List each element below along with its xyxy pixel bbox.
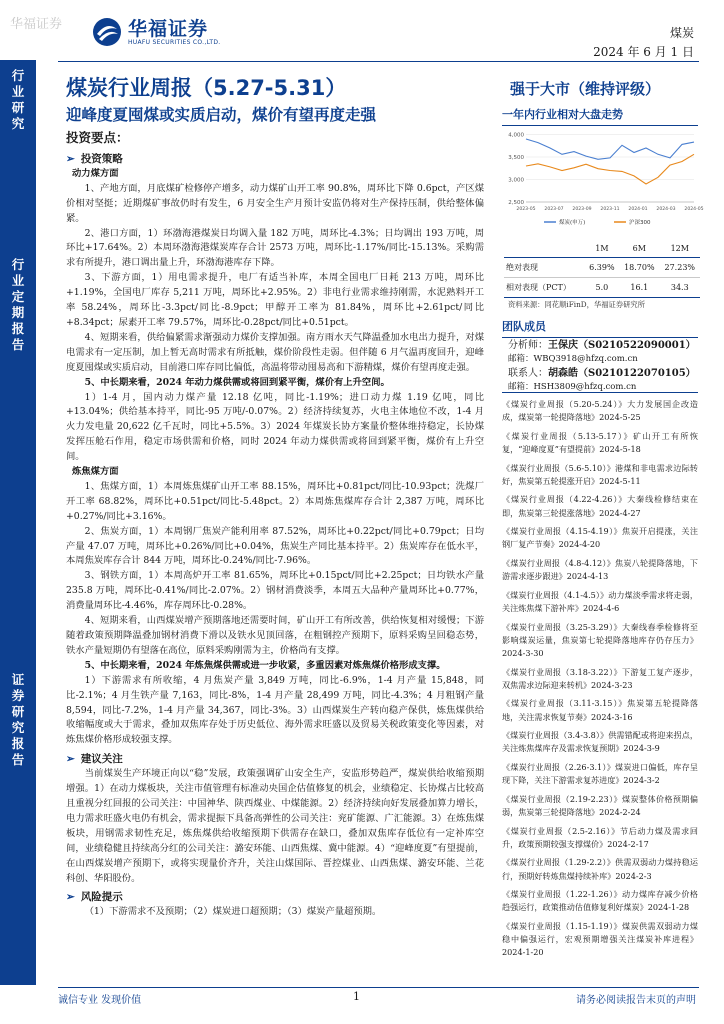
related-report-item[interactable]: 《煤炭行业周报（2.26-3.1）》煤炭进口偏低，库存呈现下降，关注下游需求复苏进度》2024-3-2: [502, 761, 698, 786]
analyst-email[interactable]: 邮箱：WBQ3918@hfzq.com.cn: [508, 354, 638, 364]
table-header-cell: 1M: [585, 240, 619, 258]
main-body: [66, 148, 484, 920]
performance-table: [504, 240, 700, 298]
sidebar-text: 行业研究: [11, 68, 25, 131]
related-report-item[interactable]: 《煤炭行业周报（3.25-3.29）》大秦线春季检修将至影响煤炭运量，焦炭第七轮提降落地库存仍存压力》2024-3-30: [502, 621, 698, 658]
related-report-item[interactable]: 《煤炭行业周报（3.11-3.15）》焦炭第五轮提降落地，关注需求恢复节奏》2024-3-16: [502, 698, 698, 722]
paragraph: 1、焦煤方面，1）本周炼焦煤矿山开工率 88.15%，周环比+0.81pct/同比-10.93pct；洗煤厂开工率 68.82%，周环比+0.51pct/同比-5.48pct。2）本周炼焦煤库存合计 2,387 万吨，周环比+0.27%/同比+3.16%。: [66, 480, 484, 522]
subsection-heading: 炼焦煤方面: [72, 466, 119, 478]
table-header-cell: 6M: [619, 240, 659, 258]
related-report-item[interactable]: 《煤炭行业周报（2.19-2.23）》煤炭整体价格预期偏弱，焦炭第三轮提降落地》2024-2-24: [502, 793, 698, 817]
sector-label: 煤炭: [669, 26, 694, 40]
analyst-name: 王保庆（S0210522090001）: [548, 340, 696, 351]
paragraph: 3、下游方面，1）用电需求提升，电厂有适当补库，本周全国电厂日耗 213 万吨，周环比+1.19%，全国电厂库存 5,211 万吨，周环比+2.95%。2）非电行业需求维持刚需，水泥熟料开工率 58.24%，周环比-3.3pct/同比-8.9pct；甲醇开工率为 81.84%，周环比+2.61pct/同比+8.34pct；尿素开工率 79.57%，周环比-0.28pct/同比+0.51pct。: [66, 272, 484, 328]
paragraph: 1）下游需求有所收缩，4 月焦炭产量 3,849 万吨，同比-6.9%，1-4 月产量 15,848，同比-2.1%；4 月生铁产量 7,163，同比-8%，1-4 月产量 28,499 万吨，同比-4.3%；4 月粗钢产量 8,594，同比-7.2%，1-4 月产量 34,367，同比-3%。3）山西煤炭生产转向稳产保供，炼焦煤供给收缩幅度或大于需求，叠加双焦库存处于历史低位、海外需求旺盛以及贸易关税政策变化等因素，对炼焦煤价格形成较强支撑。: [66, 674, 484, 746]
contact-label: 联系人：: [508, 368, 548, 379]
company-logo: [92, 17, 221, 47]
section-title: 投资策略: [80, 153, 123, 165]
left-sidebar: [0, 60, 36, 985]
report-title: 煤炭行业周报（5.27-5.31）: [66, 76, 347, 100]
sidebar-label-industry-research: [0, 68, 36, 132]
contact-line: [508, 364, 696, 379]
x-tick-label: 2024-01: [628, 207, 648, 212]
related-reports-list: [502, 398, 698, 965]
arrow-icon: ➢: [66, 753, 75, 766]
table-cell: 34.3: [660, 278, 700, 298]
table-row-label: 绝对表现: [504, 258, 585, 278]
sidebar-text: 证券研究报告: [11, 672, 25, 767]
report-subtitle: 迎峰度夏囤煤或实质启动，煤价有望再度走强: [66, 106, 377, 124]
analyst-label: 分析师：: [508, 340, 548, 351]
related-report-item[interactable]: 《煤炭行业周报（4.8-4.12）》焦炭八轮提降落地，下游需求逐步跟进》2024-4-13: [502, 557, 698, 582]
paragraph: 4、短期来看，山西煤炭增产预期落地还需要时间，矿山开工有所改善，供给恢复相对缓慢；下游随着政策预期降温叠加钢材消费下滑以及铁水见顶回落，在粗钢控产预期下，原料采购呈回稳态势，铁水产量短期仍有望落在高位，原料采购刚需为主，价格尚有支撑。: [66, 615, 484, 656]
footer-disclaimer: 请务必阅读报告末页的声明: [576, 995, 696, 1006]
brand-name-en: HUAFU SECURITIES CO.,LTD.: [128, 38, 221, 46]
related-report-item[interactable]: 《煤炭行业周报（3.4-3.8）》供需错配或将迎来拐点，关注炼焦煤库存及需求恢复预期》2024-3-9: [502, 730, 698, 754]
table-cell: 5.0: [585, 278, 619, 298]
team-title: 团队成员: [502, 318, 698, 338]
page-number: 1: [353, 990, 360, 1003]
logo-icon: [92, 17, 122, 47]
contact-email[interactable]: 邮箱：HSH3809@hfzq.com.cn: [508, 382, 637, 392]
invest-points-heading: 投资要点：: [66, 130, 129, 145]
series-line: [526, 139, 694, 159]
section-title: 风险提示: [80, 891, 123, 904]
contact-name: 胡森皓（S0210122070105）: [548, 368, 696, 379]
y-tick-label: 3,000: [508, 177, 524, 184]
table-row: [504, 278, 700, 298]
paragraph: 2、焦炭方面，1）本周钢厂焦炭产能利用率 87.52%，周环比+0.22pct/同比+0.79pct；日均产量 47.07 万吨，周环比+0.26%/同比+0.04%，焦炭生产同比基本持平。2）焦炭库存在低水平，本周焦炭库存合计 844 万吨，周环比-0.24%/同比-7.96%。: [66, 525, 484, 567]
section-heading: [66, 890, 484, 905]
paragraph: 2、港口方面，1）环渤海港煤炭日均调入量 182 万吨，周环比-4.3%；日均调出 193 万吨，周环比+17.64%。2）本周环渤海港煤炭库存合计 2573 万吨，周环比-1.17%/同比-15.13%。采购需求有所提升，港口调出量上升，环渤海港库存下降。: [66, 227, 484, 269]
table-row-label: 相对表现（PCT）: [504, 278, 585, 298]
header-divider: [58, 61, 699, 62]
x-tick-label: 2023-07: [544, 207, 564, 212]
paragraph: 1、产地方面，月底煤矿检修停产增多，动力煤矿山开工率 90.8%，周环比下降 0.6pct，产区煤价相对坚挺；近期煤矿事故仍时有发生，6 月安全生产月预计安监仍将对生产保持压制，供给整体偏紧。: [66, 182, 484, 224]
footer-slogan: 诚信专业 发现价值: [58, 995, 142, 1006]
paragraph: 当前煤炭生产环境正向以“稳”发展，政策强调矿山安全生产，安监形势趋严，煤炭供给收缩预期增强。1）在动力煤板块，关注市值管理有标准动央国企估值修复的机会，业绩稳定、长协煤占比较高且重视分红回报的公司关注：中国神华、陕西煤业、中煤能源。2）经济持续向好发展叠加算力增长，电力需求旺盛火电仍有机会，需求提振下具备高弹性的公司关注：兖矿能源、广汇能源。3）在炼焦煤板块，用钢需求韧性充足，炼焦煤供给收缩预期下供需存在缺口，叠加双焦库存低位有一定补库空间，业绩稳健且持续高分红的公司关注：潞安环能、山西焦煤、冀中能源。4）“迎峰度夏”有望提前，在山西煤炭增产预期下，或将实现量价齐升，关注山煤国际、晋控煤业、山西焦煤、潞安环能、兰花科创、华阳股份。: [66, 768, 484, 884]
arrow-icon: ➢: [66, 891, 75, 904]
y-tick-label: 3,500: [508, 155, 524, 161]
sidebar-text: 行业定期报告: [11, 257, 25, 352]
related-report-item[interactable]: 《煤炭行业周报（5.13-5.17）》矿山开工有所恢复，“迎峰度夏”有望提前》2024-5-18: [502, 430, 698, 454]
footer-divider: [58, 987, 699, 988]
paragraph: 4、短期来看，供给偏紧需求渐强动力煤价支撑加强。南方雨水天气降温叠加水电出力提升，对煤电需求有一定压制，加上暂无高时需求有所抵触，煤价阶段性走弱。但伴随 6 月气温再度回升，迎峰度夏囤煤或实质启动，目前港口库存同比偏低，高温将带动囤易高和下游精煤，煤价有望再度走强。: [66, 331, 484, 373]
table-row: [504, 258, 700, 278]
related-report-item[interactable]: 《煤炭行业周报（1.29-2.2）》供需双弱动力煤持稳运行，预期好转炼焦煤持续补库》2024-2-3: [502, 857, 698, 881]
related-divider: [502, 392, 698, 393]
brand-name: 华福证券: [128, 17, 209, 40]
paragraph: 1）1-4 月，国内动力煤产量 12.18 亿吨，同比-1.19%；进口动力煤 1.19 亿吨，同比+13.04%；供给基本持平，同比-95 万吨/-0.07%。2）经济持续复苏，火电主体地位不改，1-4 月火力发电量 20,622 亿千瓦时，同比+5.5%。3）2024 年煤炭长协方案量价整体维持稳定，长协煤发挥压舱石作用，稳定市场供需和价格，同时 2024 年动力煤供需或将回到紧平衡，煤价有上升空间。: [66, 391, 484, 463]
table-header-cell: [504, 240, 585, 258]
related-report-item[interactable]: 《煤炭行业周报（4.22-4.26）》大秦线检修结束在即，焦炭第三轮提涨落地》2024-4-27: [502, 494, 698, 518]
table-header-row: [504, 240, 700, 258]
y-tick-label: 2,500: [508, 200, 524, 206]
related-report-item[interactable]: 《煤炭行业周报（1.22-1.26）》动力煤库存减少价格趋强运行，政策推动估值修复利好煤炭》2024-1-28: [502, 889, 698, 913]
section-title: 建议关注: [80, 753, 123, 766]
sidebar-label-securities: [0, 672, 36, 768]
report-date: 2024 年 6 月 1 日: [593, 45, 694, 59]
paragraph: 5、中长期来看，2024 年动力煤供需或将回到紧平衡，煤价有上升空间。: [84, 376, 390, 388]
sidebar-label-periodic: [0, 257, 36, 353]
y-tick-label: 4,000: [508, 132, 524, 139]
relative-performance-chart: [504, 124, 704, 234]
related-report-item[interactable]: 《煤炭行业周报（5.6-5.10）》港煤和非电需求边际转好，焦炭第五轮提涨开启》2024-5-11: [502, 462, 698, 486]
table-cell: 16.1: [619, 278, 659, 298]
legend-label: 沪深300: [629, 220, 651, 226]
related-report-item[interactable]: 《煤炭行业周报（5.20-5.24）》大力发展国企改造成，煤炭第一轮提降落地》2024-5-25: [502, 399, 698, 423]
table-cell: 18.70%: [619, 258, 659, 278]
arrow-icon: ➢: [66, 153, 75, 165]
x-tick-label: 2023-09: [572, 207, 592, 212]
x-tick-label: 2024-03: [656, 207, 676, 212]
x-tick-label: 2023-11: [600, 207, 620, 212]
related-report-item[interactable]: 《煤炭行业周报（4.15-4.19）》焦炭开启提涨，关注钢厂复产节奏》2024-4-20: [502, 526, 698, 550]
section-heading: [66, 752, 484, 767]
watermark: 华福证券: [10, 17, 63, 32]
analyst-line: [508, 336, 696, 351]
x-tick-label: 2023-05: [516, 207, 536, 212]
subsection-heading: 动力煤方面: [72, 167, 119, 179]
table-cell: 27.23%: [660, 258, 700, 278]
table-source: 资料来源：同花顺iFinD，华福证券研究所: [508, 300, 646, 309]
section-heading: [66, 152, 484, 167]
paragraph: 3、钢铁方面，1）本周高炉开工率 81.65%，周环比+0.15pct/同比+2.25pct；日均铁水产量 235.8 万吨，周环比-0.41%/同比-2.07%。2）钢材消费淡季，本周五大品种产量周环比+0.77%，消费量周环比-4.46%，库存周环比-0.28%。: [66, 570, 484, 612]
table-cell: 6.39%: [585, 258, 619, 278]
related-report-item[interactable]: 《煤炭行业周报（4.1-4.5）》动力煤淡季需求将走弱，关注炼焦煤下游补库》2024-4-6: [502, 589, 698, 613]
paragraph: （1）下游需求不及预期；（2）煤炭进口超预期；（3）煤炭产量超预期。: [84, 906, 382, 918]
rating-label: 强于大市（维持评级）: [510, 80, 661, 98]
table-header-cell: 12M: [660, 240, 700, 258]
paragraph: 5、中长期来看，2024 年炼焦煤供需或进一步收紧，多重因素对炼焦煤价格形成支撑。: [84, 659, 446, 671]
related-report-item[interactable]: 《煤炭行业周报（1.15-1.19）》煤炭供需双弱动力煤稳中偏强运行，宏观预期增强关注煤炭补库进程》2024-1-20: [502, 920, 698, 958]
related-report-item[interactable]: 《煤炭行业周报（3.18-3.22）》下游复工复产逐步，双焦需求边际迎来转机》2024-3-23: [502, 666, 698, 690]
legend-label: 煤炭(申万): [559, 220, 586, 226]
related-report-item[interactable]: 《煤炭行业周报（2.5-2.16）》节后动力煤及需求回升，政策预期较强支撑煤价》2024-2-17: [502, 825, 698, 849]
relative-performance-title: 一年内行业相对大盘走势: [502, 106, 698, 126]
x-tick-label: 2024-05: [684, 207, 704, 212]
